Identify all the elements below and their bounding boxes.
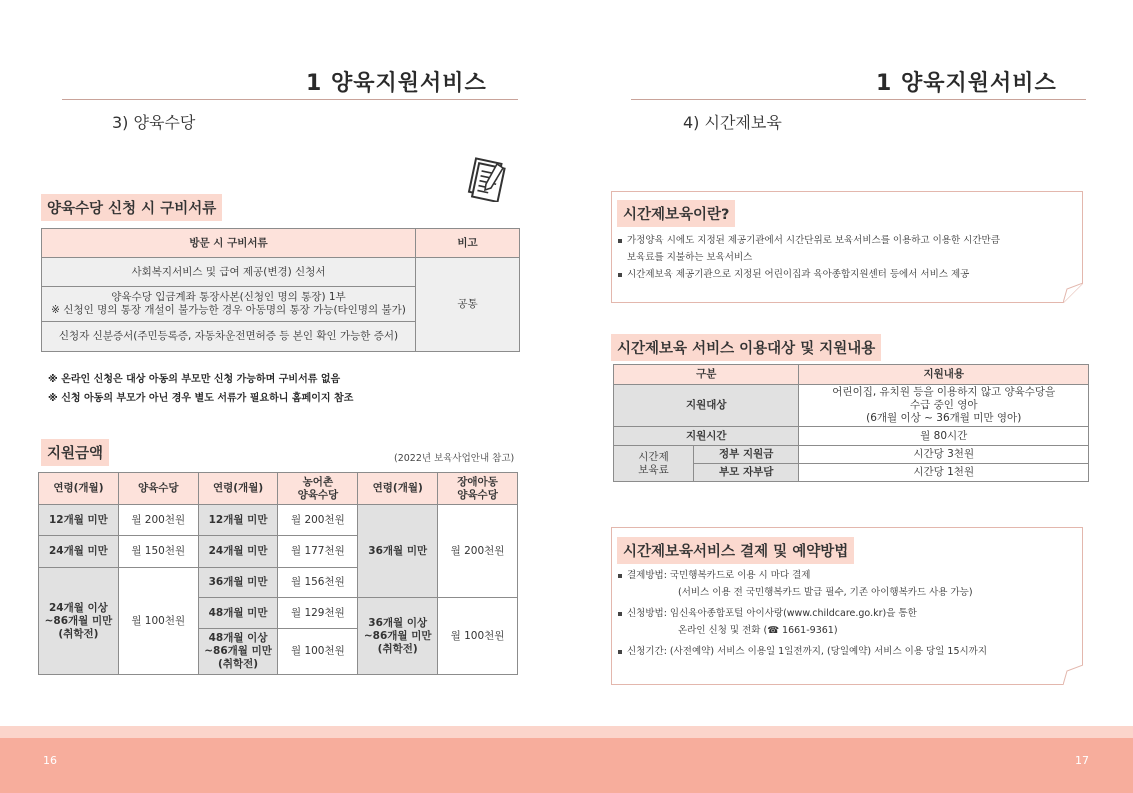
header-category: 구분 bbox=[614, 365, 799, 385]
page-curl-icon bbox=[1063, 283, 1083, 303]
chapter-divider bbox=[62, 99, 518, 100]
amount-section-label: 지원금액 bbox=[41, 439, 109, 466]
header-support: 지원내용 bbox=[799, 365, 1089, 385]
list-item: 가정양육 시에도 지정된 제공기관에서 시간단위로 보육서비스를 이용하고 이용한 시간만큼 bbox=[618, 232, 1074, 249]
page-curl-icon bbox=[1063, 665, 1083, 685]
age-cell: 24개월 미만 bbox=[198, 536, 278, 568]
list-item: 신청기간: (사전예약) 서비스 이용일 1일전까지, (당일예약) 서비스 이용 당일 15시까지 bbox=[618, 643, 1074, 660]
page-number-right: 17 bbox=[1075, 754, 1089, 767]
docs-row: 사회복지서비스 및 급여 제공(변경) 신청서 bbox=[42, 258, 416, 287]
what-is-list bbox=[618, 232, 1074, 283]
list-item: (서비스 이용 전 국민행복카드 발급 필수, 기존 아이행복카드 사용 가능) bbox=[678, 587, 973, 598]
note-online: ※ 온라인 신청은 대상 아동의 부모만 신청 가능하며 구비서류 없음 bbox=[48, 374, 341, 385]
chapter-title: 1 양육지원서비스 bbox=[306, 66, 487, 97]
document-icon bbox=[463, 156, 509, 202]
header-age: 연령(개월) bbox=[358, 473, 438, 505]
age-cell: 24개월 미만 bbox=[39, 536, 119, 568]
list-item: 보육료를 지불하는 보육서비스 bbox=[627, 252, 753, 263]
amount-cell: 월 200천원 bbox=[438, 505, 518, 598]
target-table bbox=[613, 364, 1089, 482]
docs-remark-common: 공통 bbox=[416, 258, 520, 352]
header-parenting-allowance: 양육수당 bbox=[118, 473, 198, 505]
header-age: 연령(개월) bbox=[39, 473, 119, 505]
list-item: 시간제보육 제공기관으로 지정된 어린이집과 육아종합지원센터 등에서 서비스 제공 bbox=[618, 266, 1074, 283]
age-cell: 24개월 이상 ~86개월 미만 (취학전) bbox=[39, 568, 119, 675]
time-label: 지원시간 bbox=[614, 427, 799, 446]
docs-table bbox=[41, 228, 520, 352]
time-value: 월 80시간 bbox=[799, 427, 1089, 446]
list-item: 결제방법: 국민행복카드로 이용 시 마다 결제 bbox=[618, 567, 1074, 584]
fee-label: 시간제 보육료 bbox=[614, 446, 694, 482]
docs-header-documents: 방문 시 구비서류 bbox=[42, 229, 416, 258]
target-value: 어린이집, 유치원 등을 이용하지 않고 양육수당을 수급 중인 영아 (6개월 이상 ~ 36개월 미만 영아) bbox=[799, 385, 1089, 427]
docs-row: 신청자 신분증서(주민등록증, 자동차운전면허증 등 본인 확인 가능한 증서) bbox=[42, 322, 416, 352]
footer-band-light bbox=[0, 726, 1133, 738]
age-cell: 12개월 미만 bbox=[198, 505, 278, 536]
age-cell: 48개월 미만 bbox=[198, 598, 278, 629]
header-disabled-allowance: 장애아동 양육수당 bbox=[438, 473, 518, 505]
amount-cell: 월 156천원 bbox=[278, 568, 358, 598]
what-is-card bbox=[611, 191, 1083, 303]
gov-label: 정부 지원금 bbox=[694, 446, 799, 464]
footer-band bbox=[0, 738, 1133, 793]
amount-cell: 월 100천원 bbox=[118, 568, 198, 675]
amount-cell: 월 200천원 bbox=[118, 505, 198, 536]
section-subheading: 4) 시간제보육 bbox=[683, 113, 782, 132]
amount-cell: 월 200천원 bbox=[278, 505, 358, 536]
payment-list bbox=[618, 567, 1074, 660]
note-non-parent: ※ 신청 아동의 부모가 아닌 경우 별도 서류가 필요하니 홈페이지 참조 bbox=[48, 393, 354, 404]
docs-row: 양육수당 입금계좌 통장사본(신청인 명의 통장) 1부 ※ 신청인 명의 통장 개설이 불가능한 경우 아동명의 통장 가능(타인명의 불가) bbox=[42, 287, 416, 322]
age-cell: 48개월 이상 ~86개월 미만 (취학전) bbox=[198, 629, 278, 675]
right-page bbox=[566, 0, 1133, 720]
list-item: 신청방법: 임신육아종합포털 아이사랑(www.childcare.go.kr)을 통한 bbox=[618, 605, 1074, 622]
header-age: 연령(개월) bbox=[198, 473, 278, 505]
amount-table bbox=[38, 472, 518, 675]
payment-label: 시간제보육서비스 결제 및 예약방법 bbox=[617, 537, 854, 564]
amount-source-note: (2022년 보육사업안내 참고) bbox=[394, 453, 515, 464]
amount-cell: 월 177천원 bbox=[278, 536, 358, 568]
target-label: 지원대상 bbox=[614, 385, 799, 427]
chapter-divider bbox=[631, 99, 1086, 100]
age-cell: 12개월 미만 bbox=[39, 505, 119, 536]
amount-cell: 월 100천원 bbox=[278, 629, 358, 675]
amount-cell: 월 100천원 bbox=[438, 598, 518, 675]
age-cell: 36개월 미만 bbox=[358, 505, 438, 598]
chapter-title: 1 양육지원서비스 bbox=[876, 66, 1057, 97]
parent-value: 시간당 1천원 bbox=[799, 464, 1089, 482]
payment-card bbox=[611, 527, 1083, 685]
parent-label: 부모 자부담 bbox=[694, 464, 799, 482]
left-page bbox=[0, 0, 566, 720]
list-item: 온라인 신청 및 전화 (☎ 1661-9361) bbox=[678, 625, 838, 636]
amount-cell: 월 150천원 bbox=[118, 536, 198, 568]
gov-value: 시간당 3천원 bbox=[799, 446, 1089, 464]
age-cell: 36개월 이상 ~86개월 미만 (취학전) bbox=[358, 598, 438, 675]
amount-cell: 월 129천원 bbox=[278, 598, 358, 629]
what-is-label: 시간제보육이란? bbox=[617, 200, 735, 227]
header-rural-allowance: 농어촌 양육수당 bbox=[278, 473, 358, 505]
docs-section-label: 양육수당 신청 시 구비서류 bbox=[41, 194, 222, 221]
docs-header-remark: 비고 bbox=[416, 229, 520, 258]
section-subheading: 3) 양육수당 bbox=[112, 113, 196, 132]
target-section-label: 시간제보육 서비스 이용대상 및 지원내용 bbox=[611, 334, 881, 361]
page-number-left: 16 bbox=[43, 754, 57, 767]
age-cell: 36개월 미만 bbox=[198, 568, 278, 598]
